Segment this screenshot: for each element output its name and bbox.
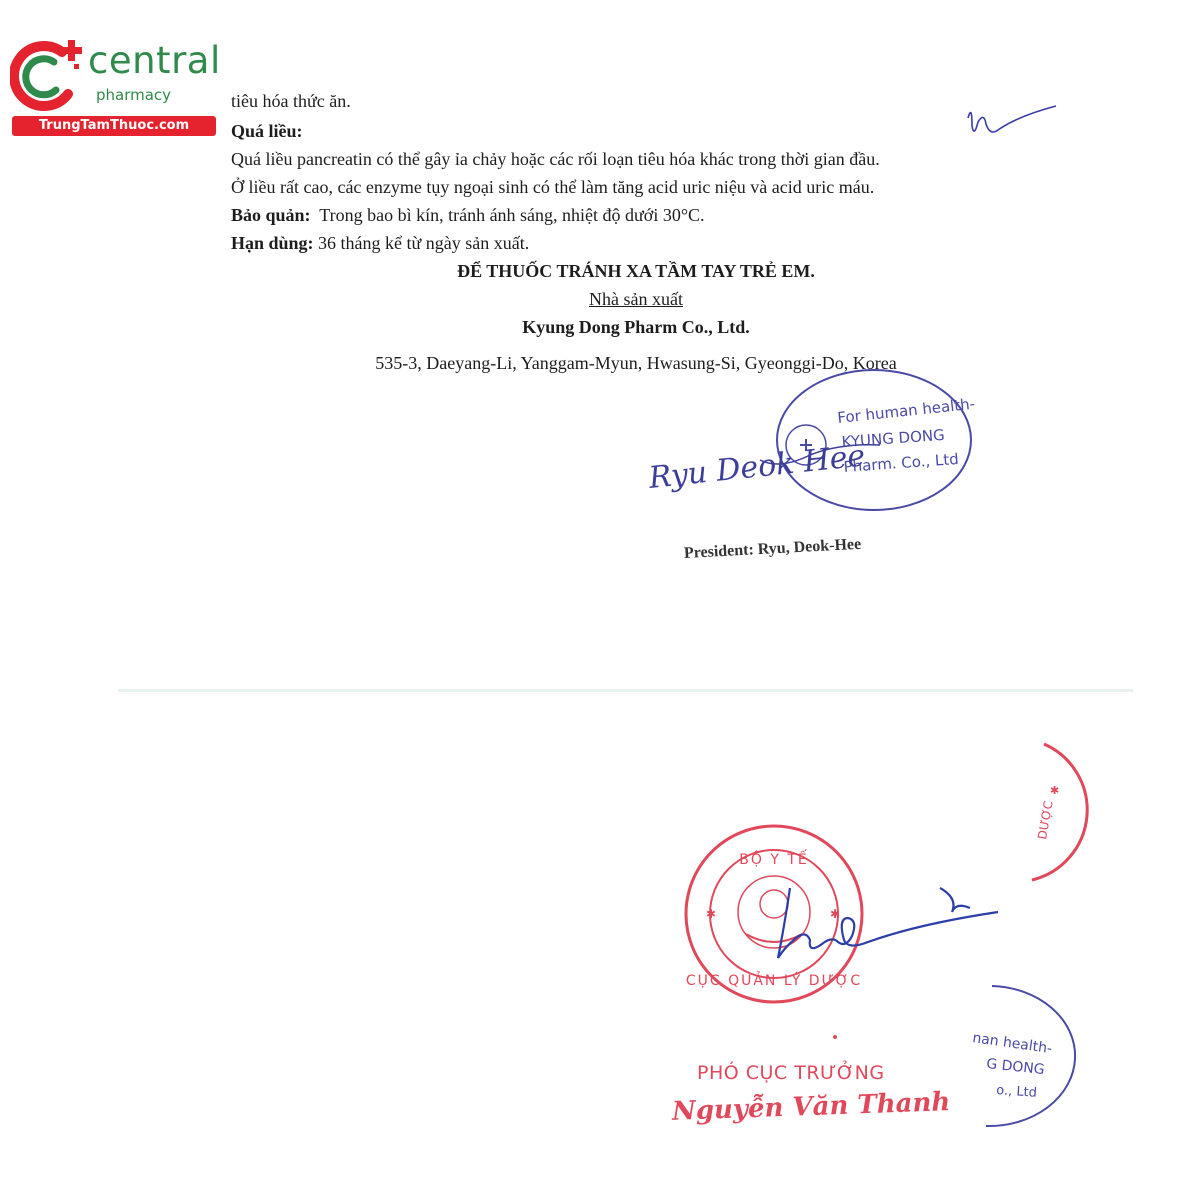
stamp-line-3: Pharm. Co., Ltd	[843, 449, 960, 476]
manufacturer-address: 535-3, Daeyang-Li, Yanggam-Myun, Hwasung-Si, Gyeonggi-Do, Korea	[375, 353, 897, 373]
partial-company-stamp	[986, 986, 1075, 1126]
deputy-director-title: PHÓ CỤC TRƯỞNG	[697, 1062, 885, 1084]
overdose-text-2: Ở liều rất cao, các enzyme tụy ngoại sinh có thể làm tăng acid uric niệu và acid uric máu.	[231, 177, 875, 197]
partial-stamp-line-1: nan health-	[971, 1030, 1054, 1058]
overdose-text-1: Quá liều pancreatin có thể gây ỉa chảy hoặc các rối loạn tiêu hóa khác trong thời gian đầu.	[231, 149, 880, 169]
ministry-stamp	[686, 826, 862, 1002]
ministry-stamp-bottom: CỤC QUẢN LÝ DƯỢC	[685, 973, 863, 989]
stamp-line-2: KYUNG DONG	[841, 425, 946, 451]
logo-subtitle: pharmacy	[96, 86, 172, 104]
ministry-stamp-top: BỘ Y TẾ	[739, 852, 809, 868]
manufacturer-label: Nhà sản xuất	[589, 289, 683, 309]
president-caption: President: Ryu, Deok-Hee	[683, 535, 862, 562]
partial-stamp-text: DƯỢC	[1035, 799, 1056, 841]
stamp-line-1: For human health-	[836, 394, 976, 427]
partial-stamp-line-2: G DONG	[985, 1056, 1046, 1079]
initials-signature	[968, 106, 1056, 132]
manufacturer-name: Kyung Dong Pharm Co., Ltd.	[522, 317, 750, 337]
storage-text: Trong bao bì kín, tránh ánh sáng, nhiệt độ dưới 30°C.	[319, 205, 705, 225]
expiry-label: Hạn dùng:	[231, 233, 314, 253]
child-warning: ĐỂ THUỐC TRÁNH XA TẦM TAY TRẺ EM.	[457, 261, 815, 281]
logo-url-badge: TrungTamThuoc.com	[12, 116, 216, 136]
expiry-text: 36 tháng kể từ ngày sản xuất.	[318, 233, 530, 253]
text-line: tiêu hóa thức ăn.	[231, 91, 351, 111]
company-stamp	[777, 370, 976, 510]
overdose-heading: Quá liều:	[231, 121, 303, 141]
director-signature	[778, 888, 998, 958]
president-signature: Ryu Deok Hee	[647, 438, 867, 496]
logo-name: central	[88, 39, 221, 82]
star-icon: ✱	[1050, 785, 1060, 797]
star-icon: ✱	[706, 907, 717, 921]
deputy-director-name: Nguyễn Văn Thanh	[671, 1087, 951, 1127]
star-icon: ✱	[830, 907, 841, 921]
partial-stamp-line-3: o., Ltd	[995, 1083, 1038, 1101]
storage-label: Bảo quản:	[231, 205, 311, 225]
